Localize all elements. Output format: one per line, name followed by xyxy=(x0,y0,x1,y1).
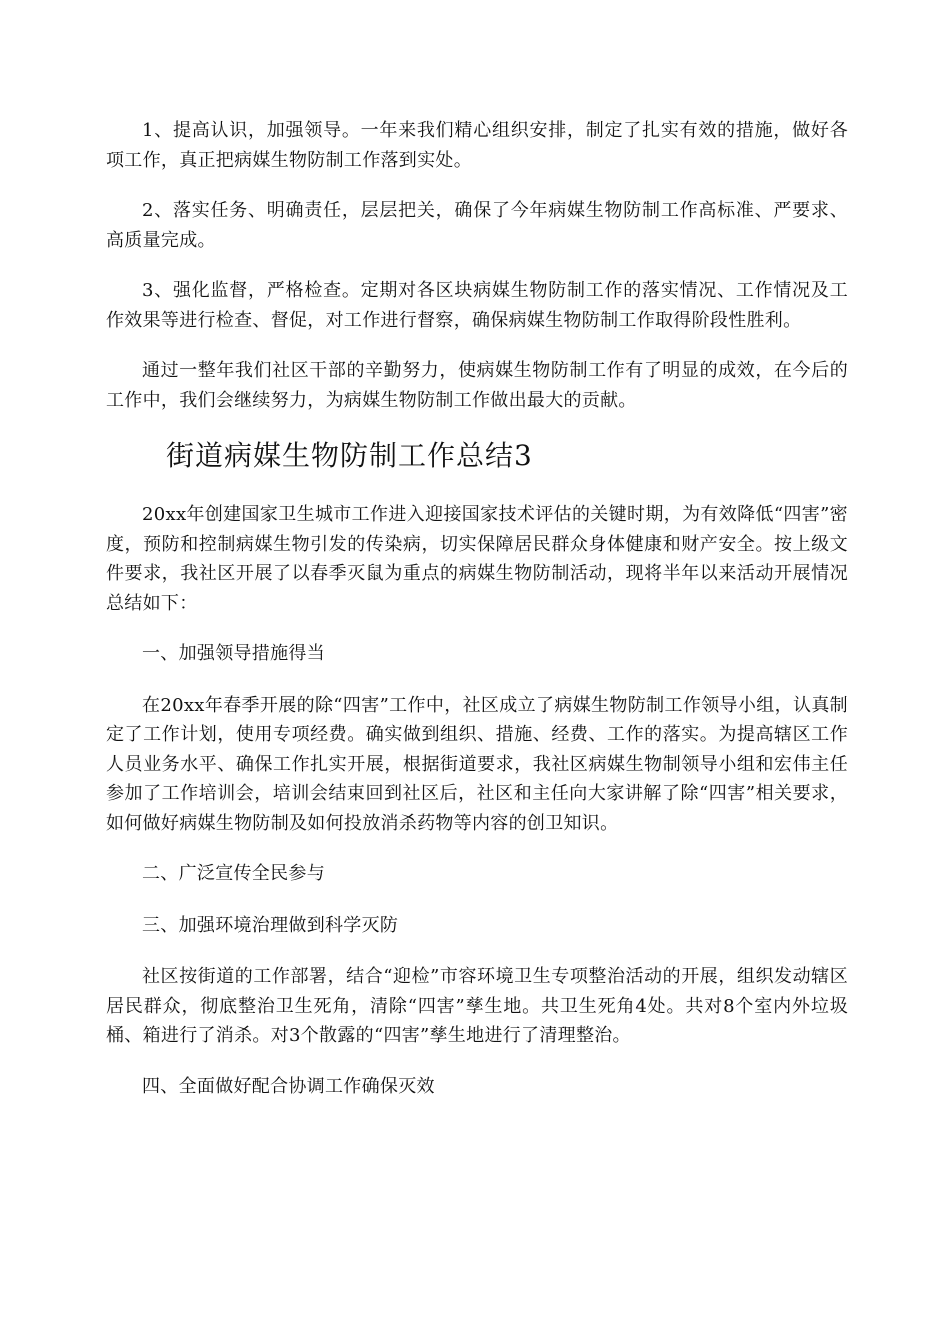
subheading-2: 二、广泛宣传全民参与 xyxy=(142,863,325,884)
paragraph-sub3-body: 社区按街道的工作部署，结合“迎检”市容环境卫生专项整治活动的开展，组织发动辖区居民群众，彻底整治卫生死角，清除“四害”孳生地。共卫生死角4处。共对8个室内外垃圾桶、箱进行了消杀。对3个散露的“四害”孳生地进行了清理整治。 xyxy=(106,966,848,1046)
paragraph-measure-2: 2、落实任务、明确责任，层层把关，确保了今年病媒生物防制工作高标准、严要求、高质量完成。 xyxy=(106,200,848,251)
paragraph-measure-3: 3、强化监督，严格检查。定期对各区块病媒生物防制工作的落实情况、工作情况及工作效果等进行检查、督促，对工作进行督察，确保病媒生物防制工作取得阶段性胜利。 xyxy=(106,280,848,331)
document-body xyxy=(106,116,848,1123)
paragraph-conclusion: 通过一整年我们社区干部的辛勤努力，使病媒生物防制工作有了明显的成效，在今后的工作中，我们会继续努力，为病媒生物防制工作做出最大的贡献。 xyxy=(106,360,848,411)
subheading-1: 一、加强领导措施得当 xyxy=(142,643,325,664)
paragraph-measure-1: 1、提高认识，加强领导。一年来我们精心组织安排，制定了扎实有效的措施，做好各项工作，真正把病媒生物防制工作落到实处。 xyxy=(106,120,848,171)
paragraph-intro: 20xx年创建国家卫生城市工作进入迎接国家技术评估的关键时期，为有效降低“四害”密度，预防和控制病媒生物引发的传染病，切实保障居民群众身体健康和财产安全。按上级文件要求，我社区开展了以春季灭鼠为重点的病媒生物防制活动，现将半年以来活动开展情况总结如下： xyxy=(106,504,848,614)
subheading-4: 四、全面做好配合协调工作确保灭效 xyxy=(142,1075,435,1097)
paragraph-sub1-body: 在20xx年春季开展的除“四害”工作中，社区成立了病媒生物防制工作领导小组，认真制定了工作计划，使用专项经费。确实做到组织、措施、经费、工作的落实。为提高辖区工作人员业务水平、确保工作扎实开展，根据街道要求，我社区病媒生物制领导小组和宏伟主任参加了工作培训会，培训会结束回到社区后，社区和主任向大家讲解了除“四害”相关要求，如何做好病媒生物防制及如何投放消杀药物等内容的创卫知识。 xyxy=(106,694,848,834)
section-title: 街道病媒生物防制工作总结3 xyxy=(166,439,533,472)
subheading-3: 三、加强环境治理做到科学灭防 xyxy=(142,914,399,936)
